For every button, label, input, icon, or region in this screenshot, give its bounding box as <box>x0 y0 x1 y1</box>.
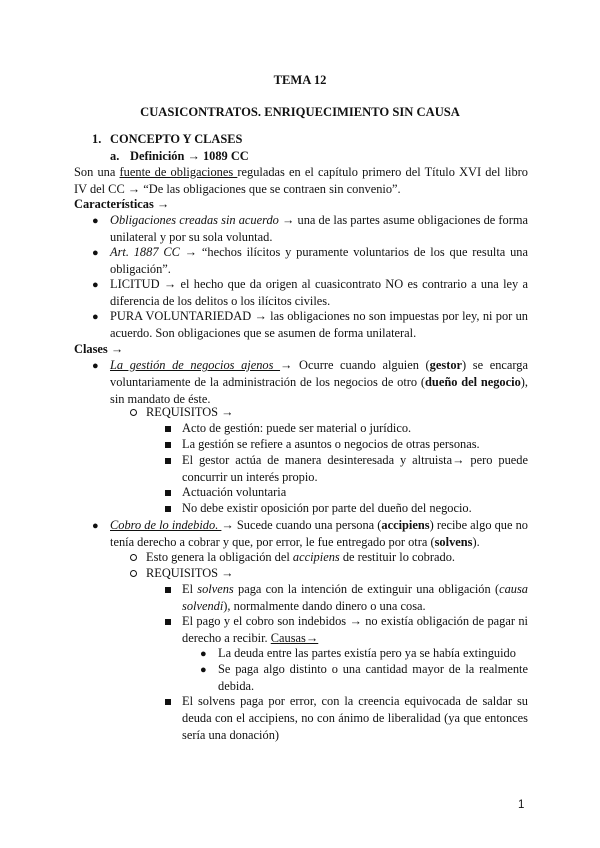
solvens-term: solvens <box>434 535 473 549</box>
definition-text-pre: Son una <box>74 165 120 179</box>
cobro-paragraph <box>110 517 528 551</box>
list-item: LICITUD → el hecho que da origen al cuasicontrato NO es contrario a una ley a diferencia de los delitos o los ilícitos civiles. <box>110 277 528 308</box>
cobro-text: ). <box>472 535 480 549</box>
obligacion-text: de restituir lo cobrado. <box>339 550 455 564</box>
square-bullet-icon <box>165 442 171 448</box>
requisito-text: paga con la intención de extinguir una obligación ( <box>233 582 500 596</box>
square-bullet-icon <box>165 490 171 496</box>
requisito-item: El gestor actúa de manera desinteresada y altruista→ pero puede concurrir un interés propio. <box>182 453 528 484</box>
accipiens-term: accipiens <box>381 518 430 532</box>
requisito-item: El solvens paga por error, con la creencia equivocada de saldar su deuda con el accipiens, no con ánimo de liberalidad (ya que entonces sería una donación) <box>182 694 528 742</box>
gestion-title: La gestión de negocios ajenos <box>110 358 281 372</box>
subsection-letter: a. <box>110 149 120 163</box>
cobro-text: ) recibe algo que no tenía derecho a cobrar y que, por error, le fue entregado por otra ( <box>110 518 528 549</box>
square-bullet-icon <box>165 506 171 512</box>
requisito-text: El <box>182 582 198 596</box>
square-bullet-icon <box>165 458 171 464</box>
item-emphasis: Obligaciones creadas sin acuerdo <box>110 213 279 227</box>
subsection-heading: Definición → 1089 CC <box>130 149 249 163</box>
gestion-paragraph <box>110 357 528 408</box>
definition-underlined: fuente de obligaciones <box>119 165 238 179</box>
obligacion-item <box>146 549 528 566</box>
bullet-icon: ● <box>92 520 99 532</box>
bullet-icon: ● <box>92 247 99 259</box>
list-item <box>110 212 528 246</box>
requisito-item: Acto de gestión: puede ser material o jurídico. <box>182 421 412 435</box>
requisito-text: El pago y el cobro son indebidos → no existía obligación de pagar ni derecho a recibir. <box>182 614 528 645</box>
bullet-icon: ● <box>92 215 99 227</box>
section-heading: CONCEPTO Y CLASES <box>110 132 243 146</box>
requisito-item: Actuación voluntaria <box>182 485 287 499</box>
square-bullet-icon <box>165 619 171 625</box>
requisitos-label: REQUISITOS → <box>146 405 234 419</box>
requisito-item <box>182 581 528 615</box>
item-text: → “hechos ilícitos y puramente voluntarios de los que resulta una obligación”. <box>110 245 528 276</box>
item-text: → una de las partes asume obligaciones de forma unilateral y por su sola voluntad. <box>110 213 528 244</box>
bullet-icon: ● <box>92 311 99 323</box>
requisito-item: No debe existir oposición por parte del dueño del negocio. <box>182 501 472 515</box>
requisitos-label: REQUISITOS → <box>146 566 234 580</box>
page-subtitle: CUASICONTRATOS. ENRIQUECIMIENTO SIN CAUSA <box>140 105 460 119</box>
bullet-icon: ● <box>200 648 207 660</box>
gestion-text: ), sin mandato de éste. <box>110 375 528 406</box>
causa-item: Se paga algo distinto o una cantidad mayor de la realmente debida. <box>218 662 528 693</box>
requisito-emphasis: solvens <box>197 582 234 596</box>
circle-bullet-icon <box>130 554 137 561</box>
square-bullet-icon <box>165 699 171 705</box>
cobro-title: Cobro de lo indebido. <box>110 518 222 532</box>
obligacion-emphasis: accipiens <box>292 550 340 564</box>
square-bullet-icon <box>165 587 171 593</box>
list-item: PURA VOLUNTARIEDAD → las obligaciones no son impuestas por ley, ni por un acuerdo. Son obligaciones que se asumen de forma unilateral. <box>110 309 528 340</box>
bullet-icon: ● <box>92 360 99 372</box>
dueno-term: dueño del negocio <box>425 375 521 389</box>
definition-paragraph <box>74 164 528 198</box>
bullet-icon: ● <box>92 279 99 291</box>
obligacion-text: Esto genera la obligación del <box>146 550 293 564</box>
section-number: 1. <box>92 132 102 146</box>
bullet-icon: ● <box>200 664 207 676</box>
gestion-text: → Ocurre cuando alguien ( <box>280 358 430 372</box>
page-number: 1 <box>518 799 525 811</box>
circle-bullet-icon <box>130 409 137 416</box>
causas-label: Causas→ <box>270 631 319 645</box>
list-item <box>110 244 528 278</box>
gestion-text: ) se encarga voluntariamente de la administración de los negocios de otro ( <box>110 358 528 389</box>
square-bullet-icon <box>165 426 171 432</box>
page-title: TEMA 12 <box>273 73 327 87</box>
circle-bullet-icon <box>130 570 137 577</box>
gestor-term: gestor <box>429 358 463 372</box>
cobro-text: → Sucede cuando una persona ( <box>221 518 382 532</box>
requisito-item: La gestión se refiere a asuntos o negocios de otras personas. <box>182 437 480 451</box>
clases-heading: Clases → <box>74 342 124 356</box>
requisito-item <box>182 613 528 647</box>
causa-item: La deuda entre las partes existía pero ya se había extinguido <box>218 646 516 660</box>
item-emphasis: Art. 1887 CC <box>110 245 180 259</box>
caracteristicas-heading: Características → <box>74 197 170 211</box>
requisito-text: ), normalmente dando dinero o una cosa. <box>223 599 426 613</box>
requisito-emphasis: causa solvendi <box>182 582 528 613</box>
definition-text-post: reguladas en el capítulo primero del Título XVI del libro IV del CC → “De las obligaciones que se contraen sin convenio”. <box>74 165 529 196</box>
